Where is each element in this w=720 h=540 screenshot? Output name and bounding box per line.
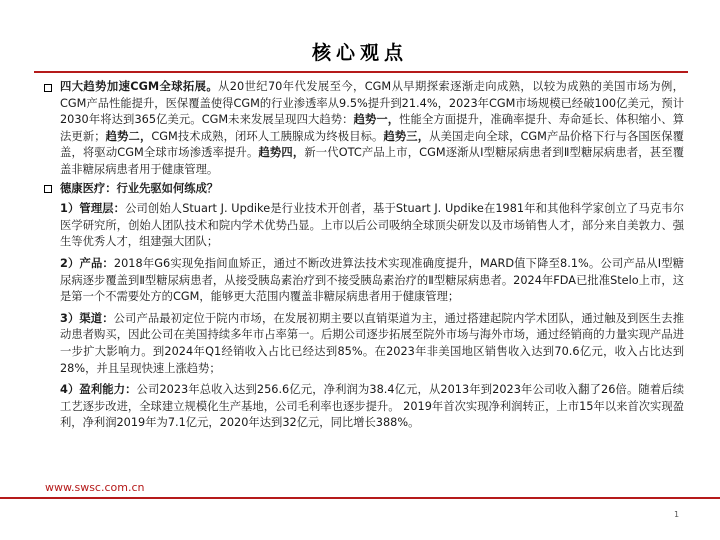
trend4-label: 趋势四， — [258, 146, 305, 160]
page-title: 核心观点 — [311, 42, 408, 64]
page-number: 1 — [674, 510, 680, 519]
bullet-trends-body: 从20世纪70年代发展至今，CGM从早期探索逐渐走向成熟，以较为成熟的美国市场为例，CGM产品性能提升，医保覆盖使得CGM的行业渗透率从9.5%提升到21.4%，2023年CGM市场规模已经破100亿美元，预计2030年将达到365亿美元。CGM未来发展呈现四大趋势： — [60, 80, 684, 127]
square-bullet-icon — [44, 185, 52, 193]
trend4-text: 新一代OTC产品上市，CGM逐渐从Ⅰ型糖尿病患者到Ⅱ型糖尿病患者，甚至覆盖非糖尿病患者用于健康管理。 — [60, 146, 684, 176]
item-label: 3）渠道： — [60, 311, 114, 325]
bullet-trends — [44, 79, 684, 179]
item-label: 4）盈利能力： — [60, 383, 137, 397]
item-text: 公司2023年总收入达到256.6亿元，净利润为38.4亿元，从2013年到2023年公司收入翻了26倍。随着后续工艺逐步改进，全球建立规模化生产基地，公司毛利率也逐步提升。 2019年首次实现净利润转正，上市15年以来首次实现盈利，净利润2019年为7.1亿元，2020年达到32亿元，同比增长388%。 — [60, 383, 684, 430]
bullet-dexcom-heading: 德康医疗：行业先驱如何练成？ — [60, 181, 219, 195]
content-body — [44, 79, 684, 432]
trend2-text: CGM技术成熟，闭环人工胰腺成为终极目标。 — [151, 129, 384, 143]
trend2-label: 趋势二， — [105, 129, 152, 143]
bullet-dexcom — [44, 181, 684, 198]
title-divider — [34, 71, 688, 73]
list-item — [60, 201, 684, 251]
footer-divider — [0, 497, 720, 499]
item-text: 2018年G6实现免指间血矫正，通过不断改进算法技术实现准确度提升，MARD值下降至8.1%。公司产品从Ⅰ型糖尿病逐步覆盖到Ⅱ型糖尿病患者，从接受胰岛素治疗到不接受胰岛素治疗的Ⅱ型糖尿病患者。2024年FDA已批准Stelo上市，这是第一个不需要处方的CGM，能够更大范围内覆盖非糖尿病患者用于健康管理； — [60, 256, 684, 304]
list-item — [60, 311, 684, 377]
item-label: 2）产品： — [60, 256, 114, 270]
bullet-trends-heading: 四大趋势加速CGM全球拓展。 — [60, 80, 219, 93]
item-text: 公司创始人Stuart J. Updike是行业技术开创者，基于Stuart J. Updike在1981年和其他科学家创立了马克韦尔医学研究所，创始人团队技术和院内学术优势凸显。上市以后公司吸纳全球顶尖研发以及市场销售人才，部分来自美敦力、强生等优秀人才，组建强大团队； — [60, 202, 684, 249]
trend1-label: 趋势一， — [353, 113, 400, 127]
trend3-label: 趋势三， — [383, 129, 430, 143]
footer-url-link[interactable]: www.swsc.com.cn — [45, 481, 145, 494]
item-label: 1）管理层： — [60, 202, 126, 216]
item-text: 公司产品最初定位于院内市场，在发展初期主要以直销渠道为主，通过搭建起院内学术团队，通过触及到医生去推动患者购买，因此公司在美国持续多年市占率第一。后期公司逐步拓展至院外市场与海外市场，通过经销商的力量实现产品进一步扩大影响力。到2024年Q1经销收入占比已经达到85%。在2023年非美国地区销售收入达到70.6亿元，收入占比达到28%，并且呈现快速上涨趋势； — [60, 311, 684, 375]
list-item — [60, 382, 684, 432]
trend3-text: 从美国走向全球，CGM产品价格下行与各国医保覆盖，将驱动CGM全球市场渗透率提升。 — [60, 129, 684, 160]
trend1-text: 性能全方面提升，准确率提升、寿命延长、体积缩小、算法更新； — [60, 113, 684, 143]
bullet-dexcom-heading-wrap — [60, 181, 684, 198]
list-item — [60, 256, 684, 306]
bullet-trends-text — [60, 79, 684, 179]
square-bullet-icon — [44, 84, 52, 92]
